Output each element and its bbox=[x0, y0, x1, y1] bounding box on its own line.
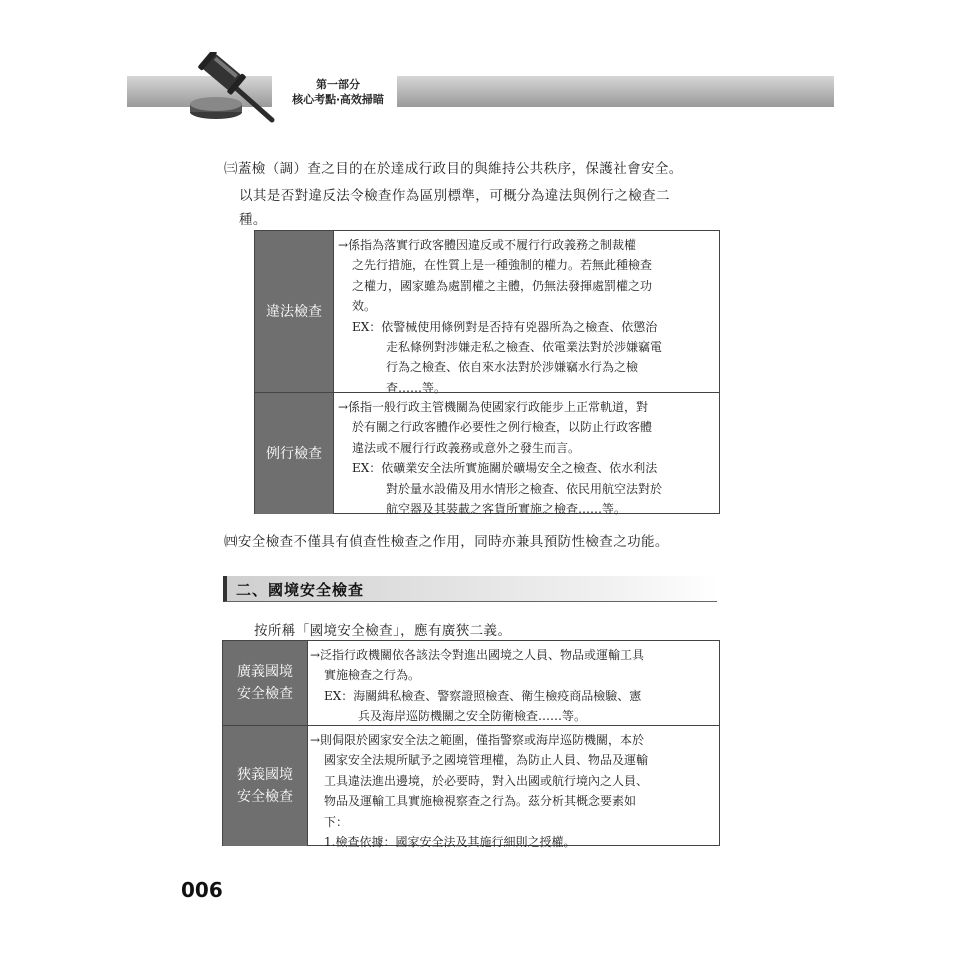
section-title: 二、國境安全檢查 bbox=[236, 581, 365, 599]
row-text-line: 效。 bbox=[352, 299, 377, 314]
table-row bbox=[223, 641, 719, 725]
row-text-line: 工具違法進出邊境，於必要時，對入出國或航行境內之人員、 bbox=[324, 773, 649, 788]
header-subtitle: 核心考點‧高效掃瞄 bbox=[292, 93, 384, 106]
header-band-right bbox=[397, 76, 834, 107]
row-text-line: 1.檢查依據：國家安全法及其施行細則之授權。 bbox=[324, 835, 576, 850]
intro-line-3: 種。 bbox=[239, 212, 267, 228]
header-title bbox=[284, 77, 392, 107]
row-text-line: 實施檢查之行為。 bbox=[324, 668, 421, 683]
row-text-line: →係指一般行政主管機關為使國家行政能步上正常軌道，對 bbox=[338, 400, 649, 414]
row-label: 例行檢查 bbox=[255, 393, 334, 514]
row-text-line: 國家安全法規所賦予之國境管理權，為防止人員、物品及運輸 bbox=[324, 753, 649, 768]
point-4-text: ㈣安全檢查不僅具有偵查性檢查之作用，同時亦兼具預防性檢查之功能。 bbox=[224, 534, 669, 550]
row-text-line: 違法或不履行行政義務或意外之發生而言。 bbox=[352, 440, 581, 455]
row-text-line: 之先行措施，在性質上是一種強制的權力。若無此種檢查 bbox=[352, 258, 653, 273]
row-content bbox=[334, 231, 719, 395]
table-row bbox=[255, 392, 719, 517]
row-label-line: 廣義國境 bbox=[237, 664, 293, 680]
row-text-line: 行為之檢查、依自來水法對於涉嫌竊水行為之檢 bbox=[386, 360, 639, 375]
page-number: 006 bbox=[181, 878, 223, 902]
row-label bbox=[223, 641, 308, 725]
row-label-line: 安全檢查 bbox=[237, 789, 293, 805]
border-inspection-table bbox=[222, 640, 720, 850]
row-text-line: 兵及海岸巡防機關之安全防衛檢查……等。 bbox=[358, 709, 587, 724]
row-content bbox=[334, 393, 719, 517]
header-part: 第一部分 bbox=[316, 78, 360, 91]
row-text-line: EX：依礦業安全法所實施關於礦場安全之檢查、依水利法 bbox=[352, 461, 658, 476]
table-row bbox=[223, 725, 719, 850]
row-label-line: 狹義國境 bbox=[237, 767, 293, 783]
row-label: 違法檢查 bbox=[255, 231, 334, 392]
row-content bbox=[308, 641, 719, 725]
row-text-line: 航空器及其裝載之客貨所實施之檢查……等。 bbox=[386, 502, 627, 517]
inspection-type-table bbox=[254, 230, 720, 517]
row-text-line: 查……等。 bbox=[386, 380, 447, 395]
row-content bbox=[308, 726, 719, 850]
intro-line-1: ㈢蓋檢（調）查之目的在於達成行政目的與維持公共秩序，保護社會安全。 bbox=[224, 161, 683, 177]
row-text-line: 對於量水設備及用水情形之檢查、依民用航空法對於 bbox=[386, 481, 663, 496]
row-text-line: EX：海關緝私檢查、警察證照檢查、衛生檢疫商品檢驗、憲 bbox=[324, 688, 642, 703]
row-text-line: 於有關之行政客體作必要性之例行檢查，以防止行政客體 bbox=[352, 420, 653, 435]
section-intro: 按所稱「國境安全檢查」，應有廣狹二義。 bbox=[254, 623, 512, 639]
row-text-line: EX：依警械使用條例對是否持有兇器所為之檢查、依懲治 bbox=[352, 319, 658, 334]
row-text-line: →係指為落實行政客體因違反或不履行行政義務之制裁權 bbox=[338, 238, 637, 252]
row-label bbox=[223, 726, 308, 846]
row-text-line: 走私條例對涉嫌走私之檢查、依電業法對於涉嫌竊電 bbox=[386, 340, 663, 355]
row-text-line: 下： bbox=[324, 814, 349, 829]
intro-line-2: 以其是否對違反法令檢查作為區別標準，可概分為違法與例行之檢查二 bbox=[239, 188, 670, 204]
row-text-line: 之權力，國家雖為處罰權之主體，仍無法發揮處罰權之功 bbox=[352, 278, 653, 293]
row-text-line: →泛指行政機關依各該法令對進出國境之人員、物品或運輸工具 bbox=[310, 648, 645, 662]
gavel-icon bbox=[186, 52, 278, 124]
row-text-line: →則侷限於國家安全法之範圍，僅指警察或海岸巡防機關，本於 bbox=[310, 733, 645, 747]
row-text-line: 物品及運輸工具實施檢視察查之行為。茲分析其概念要素如 bbox=[324, 794, 637, 809]
row-label-line: 安全檢查 bbox=[237, 686, 293, 702]
table-row bbox=[255, 231, 719, 395]
